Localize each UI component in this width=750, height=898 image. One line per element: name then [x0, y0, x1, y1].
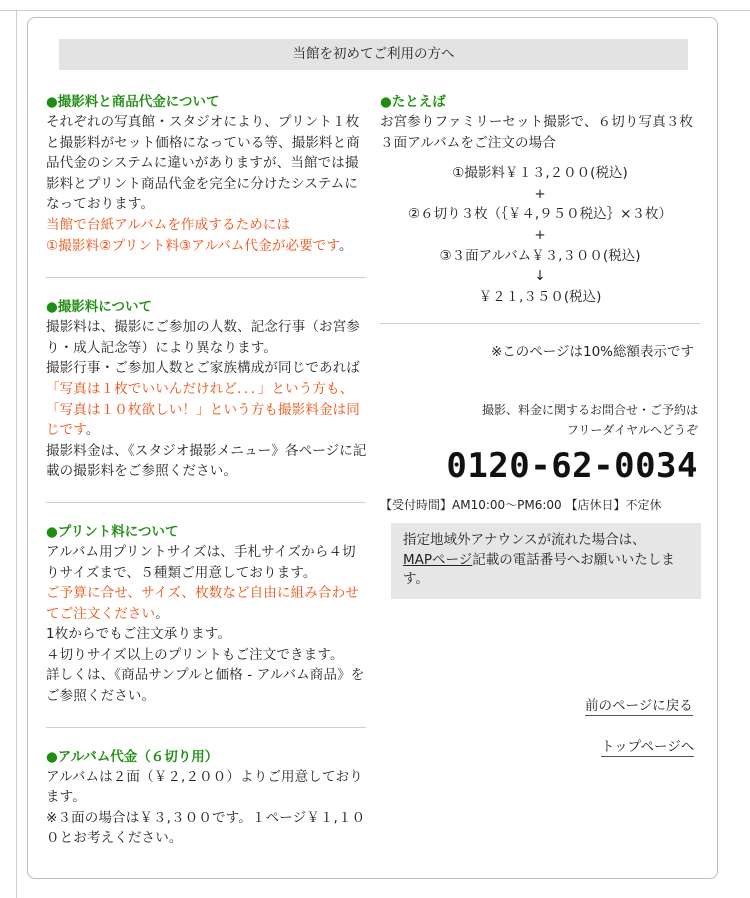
section-album-fee [46, 748, 368, 849]
calc-total: ￥２１,３５０(税込) [478, 288, 602, 305]
section-heading: ●たとえば [380, 94, 446, 110]
section-heading: ●アルバム代金（６切り用） [46, 748, 219, 765]
top-page-link[interactable]: トップページへ [601, 739, 695, 755]
left-column [46, 93, 368, 849]
section-text: ３面アルバムをご注文の場合 [380, 134, 556, 151]
section-body [46, 767, 368, 849]
section-divider [380, 323, 700, 324]
section-heading: ●プリント料について [46, 523, 179, 540]
notice-text: 記載の電話番号へお願いいたします。 [403, 551, 675, 588]
notice-box [391, 523, 701, 599]
contact-text: フリーダイヤルへどうぞ [566, 423, 698, 438]
calc-line: ②６切り３枚（｛￥４,９５０税込｝×３枚） [408, 206, 672, 223]
highlight-text: 「写真は１枚でいいんだけれど．．．」という方も、「写真は１０枚欲しい！」という方も撮影料金は同じです [46, 380, 360, 439]
section-fees-and-products [46, 93, 368, 256]
section-shooting-fee [46, 298, 368, 482]
notice-text: 指定地域外アナウンスが流れた場合は、 [403, 532, 646, 549]
phone-number: 0120-62-0034 [446, 446, 698, 487]
section-text-mixed [46, 358, 368, 440]
contact-text: 撮影、料金に関するお問合せ・ご予約は [481, 403, 698, 418]
section-text: 。 [155, 605, 169, 622]
business-hours: 【受付時間】AM10:00〜PM6:00 【店休日】不定休 [380, 498, 662, 513]
section-text: 撮影料は、撮影にご参加の人数、記念行事（お宮参り・成人記念等）により異なります。 [46, 319, 360, 356]
section-text: 。 [85, 422, 100, 439]
calc-operator: + [534, 226, 546, 243]
section-text: アルバム用プリントサイズは、手札サイズから４切りサイズまで、５種類ご用意しております。 [46, 543, 356, 581]
section-heading: ●撮影料について [46, 299, 153, 316]
section-body [46, 542, 368, 707]
page-banner-title: 当館を初めてご利用の方へ [59, 39, 688, 70]
section-text: ※３面の場合は￥３,３００です。１ページ￥１,１００とお考えください。 [46, 809, 366, 847]
section-body [380, 112, 702, 153]
calc-arrow: ↓ [534, 268, 546, 285]
map-page-link[interactable]: MAPページ [403, 551, 473, 568]
section-text: お宮参りファミリーセット撮影で、６切り写真３枚 [380, 114, 694, 130]
price-calculation [380, 163, 700, 307]
section-text: 詳しくは、《商品サンプルと価格 - アルバム商品》をご参照ください。 [46, 667, 365, 705]
section-text: 撮影行事・ご参加人数とご家族構成が同じであれば [46, 360, 360, 377]
tax-note: ※このページは10%総額表示です [490, 344, 694, 361]
calc-operator: + [534, 185, 546, 202]
section-print-fee [46, 523, 368, 707]
section-text: 。 [339, 237, 353, 254]
highlight-text: ①撮影料②プリント料③アルバム代金が必要です [46, 237, 340, 254]
section-text: ４切りサイズ以上のプリントもご注文できます。 [46, 646, 344, 663]
section-divider [46, 502, 366, 503]
calc-line: ①撮影料￥１３,２００(税込) [452, 165, 628, 182]
highlight-text: 当館で台紙アルバムを作成するためには [46, 216, 291, 233]
section-heading: ●撮影料と商品代金について [46, 94, 220, 110]
section-text: アルバムは２面（￥２,２００）よりご用意しております。 [46, 768, 363, 806]
section-divider [46, 277, 366, 278]
section-body [46, 112, 368, 256]
section-text: 1枚からでもご注文承ります。 [46, 626, 231, 643]
contact-info [380, 400, 698, 440]
left-border-line [16, 10, 17, 898]
section-text: 撮影料金は、《スタジオ撮影メニュー》各ページに記載の撮影料をご参照ください。 [46, 442, 367, 480]
section-body [46, 317, 368, 482]
top-border-line [0, 10, 750, 11]
section-text-mixed [46, 583, 368, 624]
highlight-text: ご予算に合せ、サイズ、枚数など自由に組み合わせてご注文ください [46, 585, 359, 622]
section-example [380, 93, 702, 307]
right-column [380, 93, 702, 599]
calc-line: ③３面アルバム￥３,３００(税込) [439, 247, 641, 264]
section-divider [46, 727, 366, 728]
section-text: それぞれの写真館・スタジオにより、プリント１枚と撮影料がセット価格になっている等、撮影料と商品代金のシステムに違いがありますが、当館では撮影料とプリント商品代金を完全に分けたシステムになっております。 [46, 114, 360, 213]
back-link[interactable]: 前のページに戻る [585, 698, 693, 714]
